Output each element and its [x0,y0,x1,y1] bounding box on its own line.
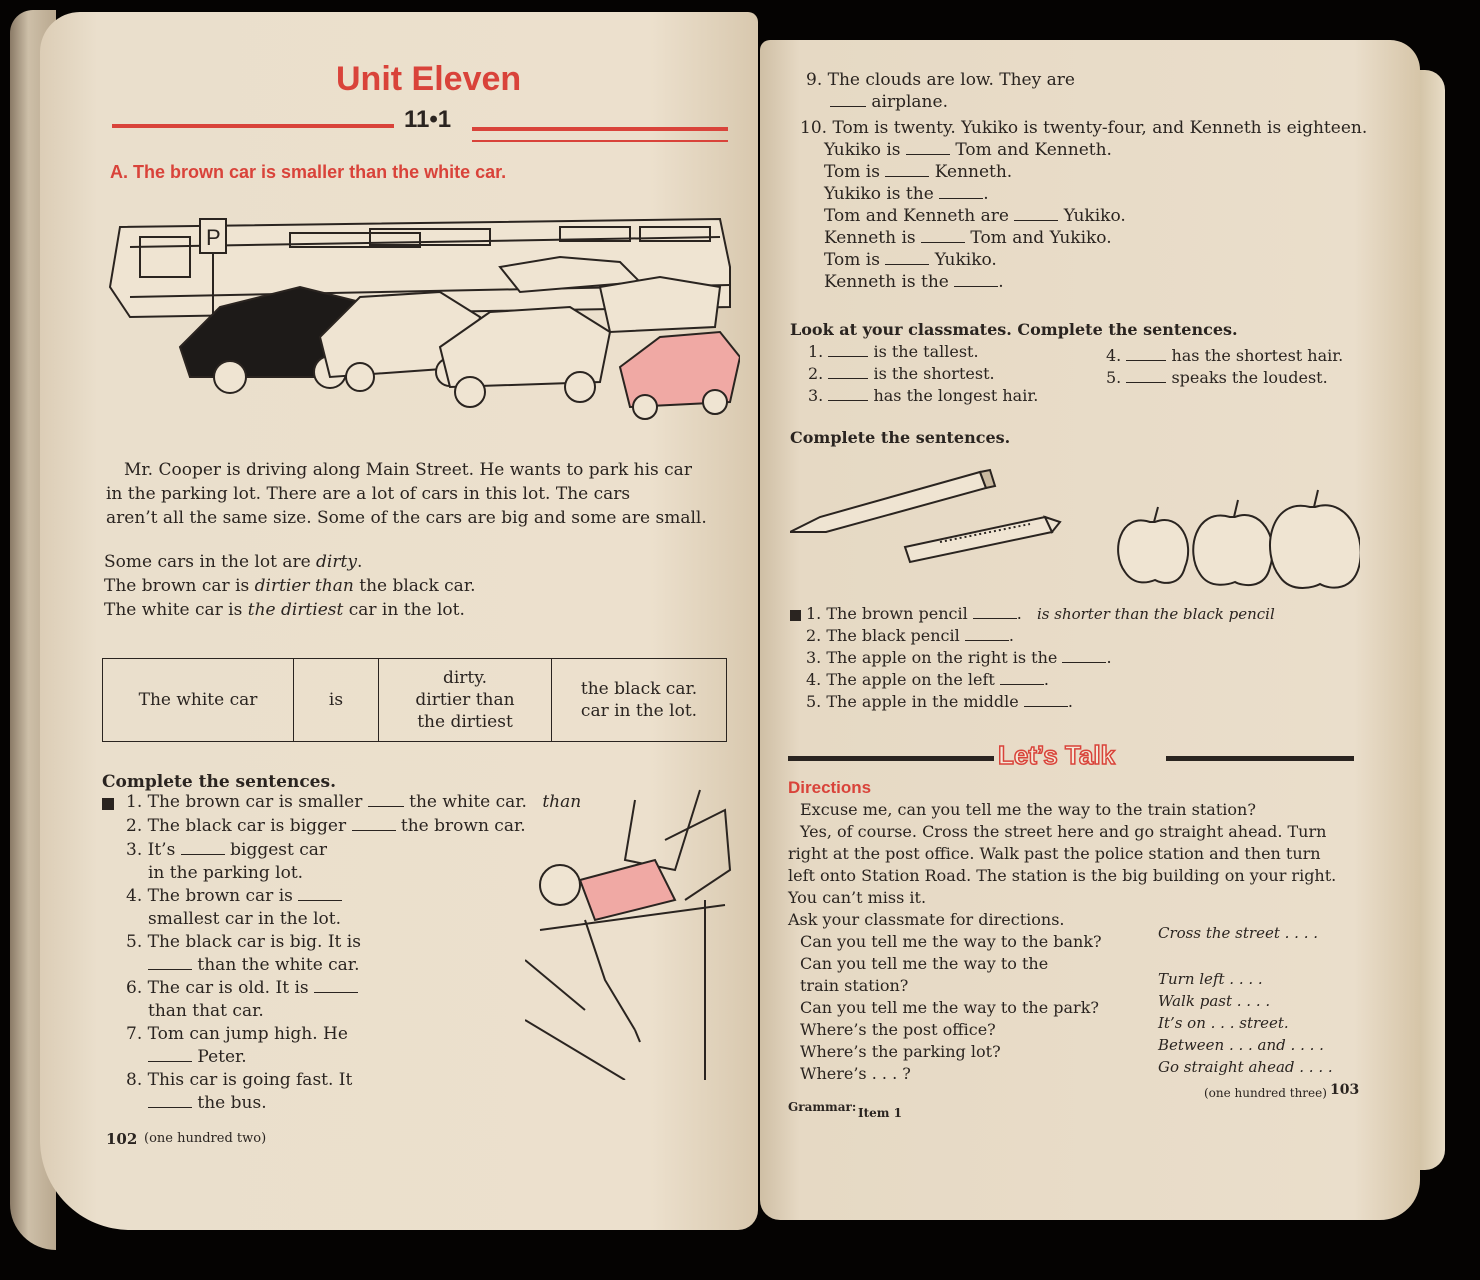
pencils-illustration [790,462,1360,592]
example-line-2: The brown car is dirtier than the black car. [104,576,476,596]
complete-heading: Complete the sentences. [790,428,1011,447]
exercise-heading: Complete the sentences. [102,772,336,792]
question-10-line-1: Yukiko is Tom and Kenneth. [824,140,1112,160]
dialog-line-6: Ask your classmate for directions. [788,910,1065,929]
question-train-station: Can you tell me the way to the [800,954,1049,973]
classmates-heading: Look at your classmates. Complete the sentences. [790,320,1238,339]
phrase-cross-street: Cross the street . . . . [1158,924,1318,942]
question-10-line-5: Kenneth is Tom and Yukiko. [824,228,1112,248]
exercise-8: 8. This car is going fast. It [126,1070,353,1090]
example-marker [102,798,114,810]
dialog-line-4: left onto Station Road. The station is the big building on your right. [788,866,1337,885]
dialog-line-5: You can’t miss it. [788,888,927,907]
question-10: 10. Tom is twenty. Yukiko is twenty-four, and Kenneth is eighteen. [800,118,1368,138]
section-rule-right [472,127,728,131]
cars-illustration [100,207,740,447]
exercise-7-line-2: Peter. [148,1047,247,1067]
question-bank: Can you tell me the way to the bank? [800,932,1102,951]
section-rule-left [112,124,394,128]
phrase-its-on: It’s on . . . street. [1158,1014,1289,1032]
question-9-line-2: airplane. [830,92,948,112]
paragraph-line-2: in the parking lot. There are a lot of cars in this lot. The cars [106,484,631,504]
table-verb: is [294,659,379,742]
pencil-item-2: 2. The black pencil . [806,626,1014,645]
question-10-line-7: Kenneth is the . [824,272,1004,292]
exercise-5: 5. The black car is big. It is [126,932,361,952]
phrase-straight-ahead: Go straight ahead . . . . [1158,1058,1333,1076]
table-objects: the black car. car in the lot. [552,659,727,742]
page-number-left: 102 [106,1130,138,1148]
question-10-line-6: Tom is Yukiko. [824,250,997,270]
question-train-station-line-2: train station? [800,976,909,995]
paragraph-line-1: Mr. Cooper is driving along Main Street. He wants to park his car [124,460,692,480]
question-10-line-2: Tom is Kenneth. [824,162,1013,182]
exercise-7: 7. Tom can jump high. He [126,1024,348,1044]
paragraph-line-3: aren’t all the same size. Some of the cars are big and some are small. [106,508,707,528]
example-marker [790,610,801,621]
table-adjective-forms: dirty. dirtier than the dirtiest [379,659,552,742]
classmates-item-5: 5. speaks the loudest. [1106,368,1328,387]
section-number: 11•1 [404,106,452,133]
page-words-left: (one hundred two) [144,1131,267,1146]
example-line-3: The white car is the dirtiest car in the lot. [104,600,465,620]
dialog-line-1: Excuse me, can you tell me the way to the train station? [800,800,1256,819]
footer-grammar-label: Grammar: [788,1100,857,1114]
page-number-right: 103 [1330,1082,1360,1098]
exercise-6-line-2: than that car. [148,1001,264,1021]
exercise-3-line-2: in the parking lot. [148,863,304,883]
phrase-turn-left: Turn left . . . . [1158,970,1263,988]
classmates-item-4: 4. has the shortest hair. [1106,346,1344,365]
dialog-line-3: right at the post office. Walk past the police station and then turn [788,844,1321,863]
lets-talk-title: Let’s Talk [998,740,1116,770]
unit-title: Unit Eleven [336,60,522,98]
lets-talk-rule-left [788,756,994,761]
phrase-walk-past: Walk past . . . . [1158,992,1271,1010]
exercise-5-line-2: than the white car. [148,955,359,975]
classmates-item-2: 2. is the shortest. [808,364,995,383]
question-post-office: Where’s the post office? [800,1020,996,1039]
question-parking-lot: Where’s the parking lot? [800,1042,1001,1061]
pencil-item-5: 5. The apple in the middle . [806,692,1073,711]
question-park: Can you tell me the way to the park? [800,998,1099,1017]
page-words-right: (one hundred three) [1204,1086,1327,1100]
exercise-8-line-2: the bus. [148,1093,267,1113]
left-page [40,12,758,1230]
high-jumper-illustration [525,780,735,1080]
exercise-1: 1. The brown car is smaller the white car. than [126,792,582,812]
exercise-4: 4. The brown car is [126,886,342,906]
classmates-item-1: 1. is the tallest. [808,342,979,361]
question-10-line-3: Yukiko is the . [824,184,989,204]
footer-grammar-item: Item 1 [858,1106,903,1120]
question-10-line-4: Tom and Kenneth are Yukiko. [824,206,1126,226]
section-rule-lower [472,140,728,142]
exercise-2: 2. The black car is bigger the brown car. [126,816,526,836]
question-wheres: Where’s . . . ? [800,1064,911,1083]
classmates-item-3: 3. has the longest hair. [808,386,1039,405]
right-page [760,40,1420,1220]
lets-talk-rule-right [1166,756,1354,761]
svg-text:P: P [206,225,221,250]
pencil-item-3: 3. The apple on the right is the . [806,648,1112,667]
example-line-1: Some cars in the lot are dirty. [104,552,363,572]
pencil-item-4: 4. The apple on the left . [806,670,1050,689]
heading-a: A. The brown car is smaller than the white car. [110,162,507,182]
table-subject: The white car [103,659,294,742]
directions-heading: Directions [788,778,872,797]
phrase-between: Between . . . and . . . . [1158,1036,1324,1054]
dialog-line-2: Yes, of course. Cross the street here and go straight ahead. Turn [800,822,1327,841]
exercise-3: 3. It’s biggest car [126,840,328,860]
comparison-table [102,658,727,742]
pencil-item-1: 1. The brown pencil . is shorter than the black pencil [806,604,1275,623]
question-9: 9. The clouds are low. They are [806,70,1075,90]
apples-illustration [1118,490,1360,588]
exercise-4-line-2: smallest car in the lot. [148,909,342,929]
exercise-6: 6. The car is old. It is [126,978,358,998]
